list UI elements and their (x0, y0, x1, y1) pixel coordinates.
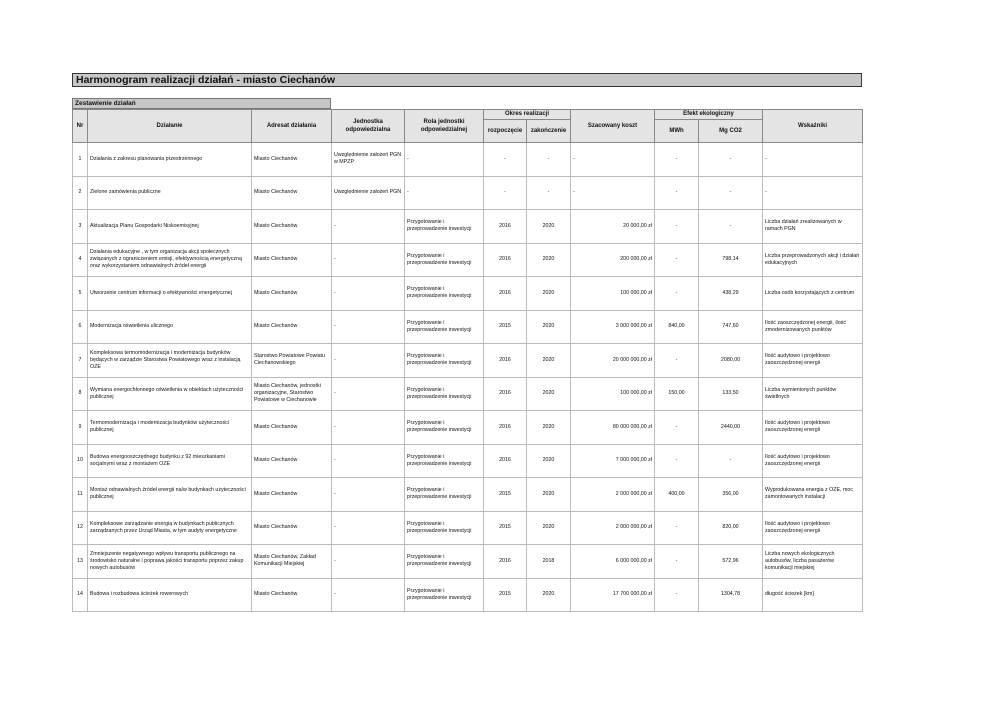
cell-adresat: Miasto Ciechanów (252, 444, 332, 478)
cell-adresat: Miasto Ciechanów (252, 511, 332, 545)
cell-jednostka: - (332, 377, 405, 411)
cell-zakonczenie: 2020 (527, 511, 571, 545)
cell-rola: Przygotowanie i przeprowadzenie inwestycji (405, 344, 484, 378)
cell-koszt: 6 000 000,00 zł (571, 545, 655, 579)
cell-rola: Przygotowanie i przeprowadzenie inwestycji (405, 411, 484, 445)
cell-koszt: 100 000,00 zł (571, 277, 655, 311)
cell-nr: 10 (73, 444, 88, 478)
cell-co2: 798,14 (699, 243, 763, 277)
cell-jednostka: - (332, 511, 405, 545)
cell-koszt: 3 000 000,00 zł (571, 310, 655, 344)
header-efekt: Efekt ekologiczny (655, 110, 763, 120)
cell-mwh: - (655, 344, 699, 378)
cell-rozpoczecie: 2016 (484, 377, 527, 411)
cell-jednostka: - (332, 210, 405, 244)
header-dzialanie: Działanie (88, 110, 252, 143)
cell-rola: Przygotowanie i przeprowadzenie inwestycji (405, 478, 484, 512)
cell-co2: 747,60 (699, 310, 763, 344)
cell-nr: 5 (73, 277, 88, 311)
cell-koszt: 17 700 000,00 zł (571, 578, 655, 612)
cell-koszt: 20 000,00 zł (571, 210, 655, 244)
cell-adresat: Miasto Ciechanów (252, 210, 332, 244)
cell-jednostka: - (332, 478, 405, 512)
cell-co2: - (699, 444, 763, 478)
cell-dzialanie: Działania edukacyjne , w tym organizacja akcji społecznych związanych z ograniczeniem emisji, efektywnością energetyczną oraz wykorzystaniem odnawialnych źródeł energii (88, 243, 252, 277)
cell-mwh: - (655, 411, 699, 445)
cell-rozpoczecie: 2016 (484, 243, 527, 277)
cell-wskazniki: Liczba nowych ekologicznych autobusów, liczba pasażerów komunikacji miejskiej (763, 545, 863, 579)
table-row (73, 277, 863, 311)
cell-nr: 9 (73, 411, 88, 445)
cell-wskazniki: Ilość audytowo i projektowo zaoszczędzonej energii (763, 411, 863, 445)
cell-koszt: 2 000 000,00 zł (571, 478, 655, 512)
table-row (73, 511, 863, 545)
cell-adresat: Miasto Ciechanów, jednostki organizacyjne, Starostwo Powiatowe w Ciechanowie (252, 377, 332, 411)
cell-wskazniki: Liczba wymienionych punktów świetlnych (763, 377, 863, 411)
cell-rola: - (405, 143, 484, 177)
table-row (73, 176, 863, 210)
cell-koszt: 200 000,00 zł (571, 243, 655, 277)
cell-rozpoczecie: 2016 (484, 277, 527, 311)
cell-adresat: Miasto Ciechanów (252, 310, 332, 344)
cell-dzialanie: Budowa energooszczędnego budynku z 92 mieszkaniami socjalnymi wraz z montażem OZE (88, 444, 252, 478)
cell-wskazniki: Liczba przeprowadzonych akcji i działań edukacyjnych (763, 243, 863, 277)
cell-jednostka: - (332, 578, 405, 612)
cell-dzialanie: Wymiana energochłonnego oświetlenia w obiektach użyteczności publicznej (88, 377, 252, 411)
schedule-table (72, 109, 863, 612)
cell-rozpoczecie: 2015 (484, 478, 527, 512)
cell-koszt: 2 000 000,00 zł (571, 511, 655, 545)
cell-mwh: - (655, 578, 699, 612)
cell-rola: Przygotowanie i przeprowadzenie inwestycji (405, 444, 484, 478)
cell-dzialanie: Aktualizacja Planu Gospodarki Niskoemisyjnej (88, 210, 252, 244)
cell-mwh: - (655, 143, 699, 177)
cell-dzialanie: Termomodernizacja i modernizacja budynków użyteczności publicznej (88, 411, 252, 445)
cell-koszt: - (571, 143, 655, 177)
table-header (73, 110, 863, 143)
cell-wskazniki: Wyprodukowana energia z OZE, moc zamontowanych instalacji (763, 478, 863, 512)
cell-co2: - (699, 176, 763, 210)
section-subtitle: Zestawienie działań (72, 98, 331, 109)
cell-jednostka: - (332, 344, 405, 378)
cell-mwh: - (655, 243, 699, 277)
cell-rozpoczecie: - (484, 143, 527, 177)
cell-co2: 820,00 (699, 511, 763, 545)
cell-zakonczenie: 2020 (527, 344, 571, 378)
cell-jednostka: Uwzględnienie założeń PGN (332, 176, 405, 210)
cell-rozpoczecie: 2015 (484, 310, 527, 344)
cell-adresat: Starostwo Powiatowe Powiatu Ciechanowskiego (252, 344, 332, 378)
cell-koszt: 80 000 000,00 zł (571, 411, 655, 445)
cell-adresat: Miasto Ciechanów (252, 411, 332, 445)
cell-jednostka: - (332, 310, 405, 344)
cell-rola: Przygotowanie i przeprowadzenie inwestycji (405, 277, 484, 311)
cell-adresat: Miasto Ciechanów (252, 243, 332, 277)
cell-zakonczenie: 2020 (527, 277, 571, 311)
header-adresat: Adresat działania (252, 110, 332, 143)
cell-rola: Przygotowanie i przeprowadzenie inwestycji (405, 511, 484, 545)
cell-zakonczenie: - (527, 176, 571, 210)
cell-koszt: 20 000 000,00 zł (571, 344, 655, 378)
cell-jednostka: - (332, 243, 405, 277)
table-row (73, 578, 863, 612)
cell-rozpoczecie: 2015 (484, 511, 527, 545)
header-jednostka: Jednostka odpowiedzialna (332, 110, 405, 143)
cell-nr: 8 (73, 377, 88, 411)
cell-co2: 1304,78 (699, 578, 763, 612)
cell-zakonczenie: 2020 (527, 444, 571, 478)
cell-mwh: - (655, 210, 699, 244)
cell-koszt: 7 000 000,00 zł (571, 444, 655, 478)
table-row (73, 243, 863, 277)
cell-rozpoczecie: 2016 (484, 210, 527, 244)
cell-wskazniki: Ilość audytowo i projektowo zaoszczędzonej energii (763, 511, 863, 545)
cell-wskazniki: Ilość audytowo i projektowo zaoszczędzonej energii (763, 444, 863, 478)
table-row (73, 210, 863, 244)
cell-nr: 11 (73, 478, 88, 512)
cell-nr: 2 (73, 176, 88, 210)
cell-jednostka: Uwzględnienie założeń PGN w MPZP (332, 143, 405, 177)
cell-rola: Przygotowanie i przeprowadzenie inwestycji (405, 578, 484, 612)
cell-koszt: - (571, 176, 655, 210)
cell-rola: - (405, 176, 484, 210)
cell-adresat: Miasto Ciechanów, Zakład Komunikacji Miejskiej (252, 545, 332, 579)
cell-rozpoczecie: 2016 (484, 444, 527, 478)
table-row (73, 545, 863, 579)
cell-dzialanie: Zielone zamówienia publiczne (88, 176, 252, 210)
cell-zakonczenie: 2018 (527, 545, 571, 579)
cell-nr: 7 (73, 344, 88, 378)
table-row (73, 444, 863, 478)
cell-mwh: 150,00 (655, 377, 699, 411)
cell-mwh: - (655, 277, 699, 311)
cell-adresat: Miasto Ciechanów (252, 578, 332, 612)
table-row (73, 344, 863, 378)
cell-wskazniki: Liczba osób korzystających z centrum (763, 277, 863, 311)
cell-rozpoczecie: 2016 (484, 344, 527, 378)
cell-co2: 572,96 (699, 545, 763, 579)
cell-adresat: Miasto Ciechanów (252, 478, 332, 512)
cell-jednostka: - (332, 411, 405, 445)
cell-co2: 2440,00 (699, 411, 763, 445)
cell-nr: 3 (73, 210, 88, 244)
header-co2: Mg CO2 (699, 120, 763, 143)
cell-mwh: 400,00 (655, 478, 699, 512)
cell-dzialanie: Działania z zakresu planowania przestrzennego (88, 143, 252, 177)
cell-rola: Przygotowanie i przeprowadzenie inwestycji (405, 243, 484, 277)
cell-mwh: - (655, 444, 699, 478)
table-row (73, 377, 863, 411)
cell-rozpoczecie: 2016 (484, 411, 527, 445)
header-wskazniki: Wskaźniki (763, 110, 863, 143)
cell-zakonczenie: 2020 (527, 210, 571, 244)
cell-zakonczenie: 2020 (527, 578, 571, 612)
cell-zakonczenie: 2020 (527, 411, 571, 445)
cell-nr: 14 (73, 578, 88, 612)
header-koszt: Szacowany koszt (571, 110, 655, 143)
cell-co2: 356,00 (699, 478, 763, 512)
cell-rozpoczecie: - (484, 176, 527, 210)
cell-wskazniki: - (763, 176, 863, 210)
cell-rola: Przygotowanie i przeprowadzenie inwestycji (405, 377, 484, 411)
cell-zakonczenie: 2020 (527, 478, 571, 512)
table-row (73, 310, 863, 344)
cell-dzialanie: Zmniejszenie negatywnego wpływu transportu publicznego na środowisko naturalne i poprawa jakości transportu poprzez zakup nowych autobusów (88, 545, 252, 579)
cell-jednostka: - (332, 444, 405, 478)
cell-dzialanie: Kompleksowa termomodernizacja i modernizacja budynków będących w zarządzie Starostwa Powiatowego wraz z instalacją OZE (88, 344, 252, 378)
cell-rola: Przygotowanie i przeprowadzenie inwestycji (405, 310, 484, 344)
header-okres: Okres realizacji (484, 110, 571, 120)
header-zakonczenie: zakończenie (527, 120, 571, 143)
table-body (73, 143, 863, 612)
cell-zakonczenie: 2020 (527, 377, 571, 411)
cell-jednostka: - (332, 545, 405, 579)
cell-nr: 12 (73, 511, 88, 545)
cell-zakonczenie: - (527, 143, 571, 177)
cell-dzialanie: Budowa i rozbudowa ścieżek rowerowych (88, 578, 252, 612)
table-row (73, 478, 863, 512)
cell-rozpoczecie: 2015 (484, 578, 527, 612)
cell-adresat: Miasto Ciechanów (252, 277, 332, 311)
cell-nr: 13 (73, 545, 88, 579)
cell-dzialanie: Kompleksowe zarządzanie energią w budynkach publicznych zarządzanych przez Urząd Miasta, w tym audyty energetyczne (88, 511, 252, 545)
cell-mwh: 840,00 (655, 310, 699, 344)
table-row (73, 143, 863, 177)
cell-mwh: - (655, 511, 699, 545)
cell-adresat: Miasto Ciechanów (252, 176, 332, 210)
header-mwh: MWh (655, 120, 699, 143)
cell-dzialanie: Modernizacja oświetlenia ulicznego (88, 310, 252, 344)
cell-jednostka: - (332, 277, 405, 311)
table-row (73, 411, 863, 445)
cell-co2: - (699, 143, 763, 177)
cell-wskazniki: Ilość zaoszczędzonej energii, ilość zmodernizowanych punktów (763, 310, 863, 344)
cell-mwh: - (655, 545, 699, 579)
cell-rozpoczecie: 2016 (484, 545, 527, 579)
header-nr: Nr (73, 110, 88, 143)
cell-dzialanie: Montaż odnawialnych źródeł energii na/w budynkach użyteczności publicznej (88, 478, 252, 512)
cell-wskazniki: długość ścieżek [km] (763, 578, 863, 612)
header-rozpoczecie: rozpoczęcie (484, 120, 527, 143)
cell-co2: - (699, 210, 763, 244)
cell-mwh: - (655, 176, 699, 210)
cell-dzialanie: Utworzenie centrum informacji o efektywności energetycznej (88, 277, 252, 311)
cell-co2: 133,50 (699, 377, 763, 411)
cell-wskazniki: - (763, 143, 863, 177)
cell-co2: 438,29 (699, 277, 763, 311)
cell-koszt: 100 000,00 zł (571, 377, 655, 411)
cell-co2: 2080,00 (699, 344, 763, 378)
cell-wskazniki: Liczba działań zrealizowanych w ramach PGN (763, 210, 863, 244)
cell-nr: 1 (73, 143, 88, 177)
cell-zakonczenie: 2020 (527, 310, 571, 344)
page-title: Harmonogram realizacji działań - miasto Ciechanów (72, 73, 862, 87)
cell-nr: 6 (73, 310, 88, 344)
cell-zakonczenie: 2020 (527, 243, 571, 277)
cell-adresat: Miasto Ciechanów (252, 143, 332, 177)
cell-rola: Przygotowanie i przeprowadzenie inwestycji (405, 210, 484, 244)
cell-rola: Przygotowanie i przeprowadzenie inwestycji (405, 545, 484, 579)
cell-nr: 4 (73, 243, 88, 277)
header-rola: Rola jednostki odpowiedzialnej (405, 110, 484, 143)
cell-wskazniki: Ilość audytowo i projektowo zaoszczędzonej energii (763, 344, 863, 378)
